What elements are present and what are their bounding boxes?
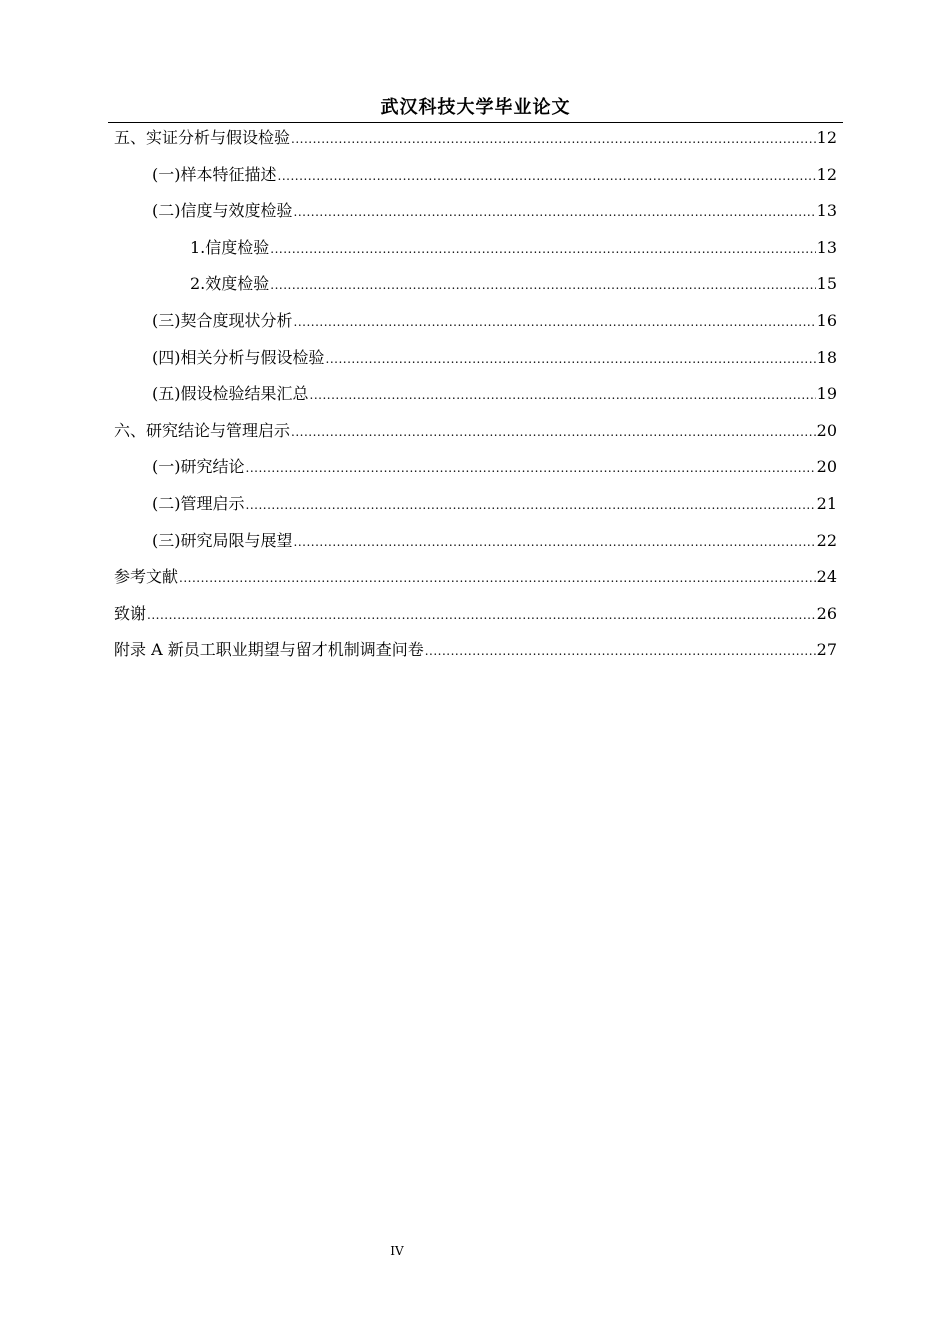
toc-entry-title: 1.信度检验	[190, 237, 270, 257]
toc-entry-title: (一)研究结论	[152, 457, 245, 477]
toc-entry-page-number: 15	[816, 274, 837, 294]
toc-entry[interactable]	[114, 165, 837, 202]
toc-entry-page-number: 12	[816, 164, 837, 184]
toc-dot-leader	[246, 495, 816, 515]
toc-dot-leader	[246, 458, 816, 478]
toc-entry-title: (一)样本特征描述	[152, 164, 277, 184]
toc-entry-title: 致谢	[114, 603, 147, 623]
toc-entry-title: 参考文献	[114, 567, 179, 587]
toc-entry[interactable]	[114, 311, 837, 348]
toc-entry[interactable]	[114, 201, 837, 238]
toc-entry[interactable]	[114, 567, 837, 604]
toc-dot-leader	[291, 129, 816, 149]
toc-entry-title: (二)管理启示	[152, 493, 245, 513]
toc-entry[interactable]	[114, 348, 837, 385]
page-number: IV	[390, 1244, 404, 1258]
toc-entry-page-number: 21	[816, 493, 837, 513]
toc-entry[interactable]	[114, 494, 837, 531]
toc-dot-leader	[425, 641, 816, 661]
toc-entry-page-number: 20	[816, 457, 837, 477]
toc-entry[interactable]	[114, 604, 837, 641]
toc-entry-title: 附录 A 新员工职业期望与留才机制调查问卷	[114, 640, 424, 660]
toc-entry-title: 五、实证分析与假设检验	[114, 128, 291, 147]
toc-entry-title: (三)研究局限与展望	[152, 530, 293, 550]
toc-dot-leader	[326, 349, 816, 369]
toc-entry-page-number: 13	[816, 237, 837, 257]
table-of-contents	[114, 128, 837, 677]
toc-entry-page-number: 27	[816, 640, 837, 660]
document-header-title: 武汉科技大学毕业论文	[380, 97, 571, 118]
toc-entry[interactable]	[114, 421, 837, 458]
toc-entry[interactable]	[114, 238, 837, 275]
toc-dot-leader	[179, 568, 816, 588]
toc-entry-page-number: 16	[816, 310, 837, 330]
toc-entry-page-number: 13	[816, 201, 837, 221]
toc-entry[interactable]	[114, 457, 837, 494]
toc-entry[interactable]	[114, 640, 837, 677]
toc-entry-page-number: 20	[816, 420, 837, 440]
toc-entry-title: (三)契合度现状分析	[152, 310, 293, 330]
toc-entry[interactable]	[114, 128, 837, 165]
toc-entry-page-number: 19	[816, 384, 837, 404]
toc-entry[interactable]	[114, 384, 837, 421]
toc-dot-leader	[278, 166, 816, 186]
toc-entry-page-number: 24	[816, 567, 837, 587]
toc-entry-title: 六、研究结论与管理启示	[114, 420, 291, 440]
toc-dot-leader	[294, 312, 816, 332]
toc-entry-page-number: 12	[816, 128, 837, 147]
toc-dot-leader	[270, 275, 815, 295]
toc-dot-leader	[147, 605, 816, 625]
toc-dot-leader	[294, 532, 816, 552]
toc-entry-title: 2.效度检验	[190, 274, 270, 294]
toc-entry[interactable]	[114, 274, 837, 311]
toc-dot-leader	[291, 422, 816, 442]
toc-entry[interactable]	[114, 531, 837, 568]
toc-entry-page-number: 18	[816, 347, 837, 367]
toc-dot-leader	[270, 239, 815, 259]
toc-entry-page-number: 22	[816, 530, 837, 550]
toc-entry-title: (四)相关分析与假设检验	[152, 347, 325, 367]
header-rule	[108, 122, 843, 123]
toc-dot-leader	[294, 202, 816, 222]
toc-entry-page-number: 26	[816, 603, 837, 623]
toc-entry-title: (五)假设检验结果汇总	[152, 384, 309, 404]
toc-dot-leader	[310, 385, 816, 405]
toc-entry-title: (二)信度与效度检验	[152, 201, 293, 221]
